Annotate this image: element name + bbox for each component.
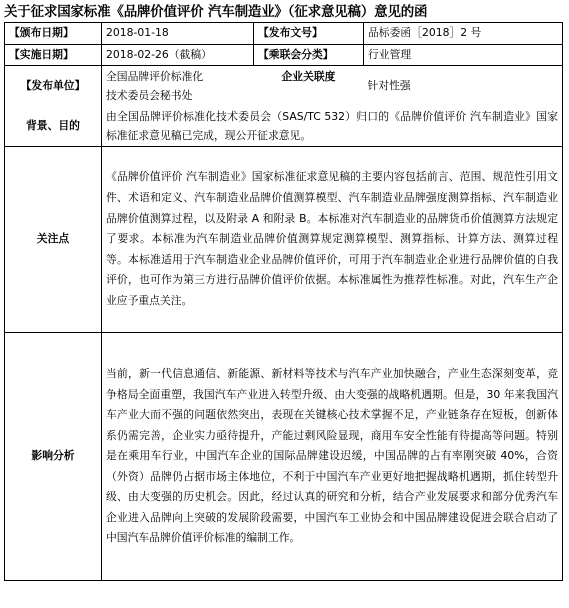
focus-label: 关注点	[5, 147, 102, 333]
relevance-label: 企业关联度	[254, 66, 364, 107]
row-effective-date	[5, 44, 563, 66]
doc-no-value: 品标委函［2018］2 号	[364, 23, 563, 45]
doc-no-label: 【发布文号】	[254, 23, 364, 45]
row-background	[5, 106, 563, 147]
effective-date-label: 【实施日期】	[5, 44, 102, 66]
effective-date-value: 2018-02-26（截稿）	[102, 44, 254, 66]
publisher-value	[102, 66, 254, 107]
focus-text: 《品牌价值评价 汽车制造业》国家标准征求意见稿的主要内容包括前言、范围、规范性引用文件、术语和定义、汽车制造业品牌价值测算模型、汽车制造业品牌强度测算指标、汽车制造业品牌价值测算过程，以及附录 A 和附录 B。本标准对汽车制造业的品牌货币价值测算方法规定了要求。本标准为汽车制造业品牌价值测算规定测算模型、测算指标、计算方法、测算过程等。本标准适用于汽车制造业企业品牌价值评价，可用于汽车制造业企业进行品牌价值的自我评价，也可作为第三方进行品牌价值评价依据。本标准属性为推荐性标准。对此，汽车生产企业应予重点关注。	[102, 147, 563, 333]
row-publisher	[5, 66, 563, 107]
row-focus	[5, 147, 563, 333]
issue-date-value: 2018-01-18	[102, 23, 254, 45]
issue-date-label: 【颁布日期】	[5, 23, 102, 45]
row-issue-date	[5, 23, 563, 45]
background-text: 由全国品牌评价标准化技术委员会（SAS/TC 532）归口的《品牌价值评价 汽车制造业》国家标准征求意见稿已完成，现公开征求意见。	[102, 106, 563, 147]
publisher-label: 【发布单位】	[5, 66, 102, 107]
publisher-line-1: 全国品牌评价标准化	[106, 70, 204, 83]
document-title: 关于征求国家标准《品牌价值评价 汽车制造业》（征求意见稿）意见的函	[4, 4, 428, 20]
background-label: 背景、目的	[5, 106, 102, 147]
relevance-value: 针对性强	[364, 66, 563, 107]
industry-value: 行业管理	[364, 44, 563, 66]
industry-label: 【乘联会分类】	[254, 44, 364, 66]
publisher-line-2: 技术委员会秘书处	[106, 89, 193, 102]
impact-label: 影响分析	[5, 333, 102, 581]
impact-text: 当前，新一代信息通信、新能源、新材料等技术与汽车产业加快融合，产业生态深刻变革，竞争格局全面重塑，我国汽车产业进入转型升级、由大变强的战略机遇期。但是，30 年来我国汽车产业大而不强的问题依然突出，表现在关键核心技术掌握不足，产业链条存在短板，创新体系仍需完善，企业实力亟待提升，产能过剩风险显现，商用车安全性能有待提高等问题。特别是在乘用车行业，中国汽车企业的国际品牌建设迟缓，中国品牌的占有率刚突破 40%，合资（外资）品牌仍占据市场主体地位，不利于中国汽车产业更好地把握战略机遇期，抓住转型升级、由大变强的历史机会。因此，经过认真的研究和分析，结合产业发展要求和部分优秀汽车企业进入品牌向上突破的发展阶段需要，中国汽车工业协会和中国品牌建设促进会联合启动了中国汽车品牌价值评价标准的编制工作。	[102, 333, 563, 581]
row-impact	[5, 333, 563, 581]
policy-info-table	[4, 22, 563, 581]
